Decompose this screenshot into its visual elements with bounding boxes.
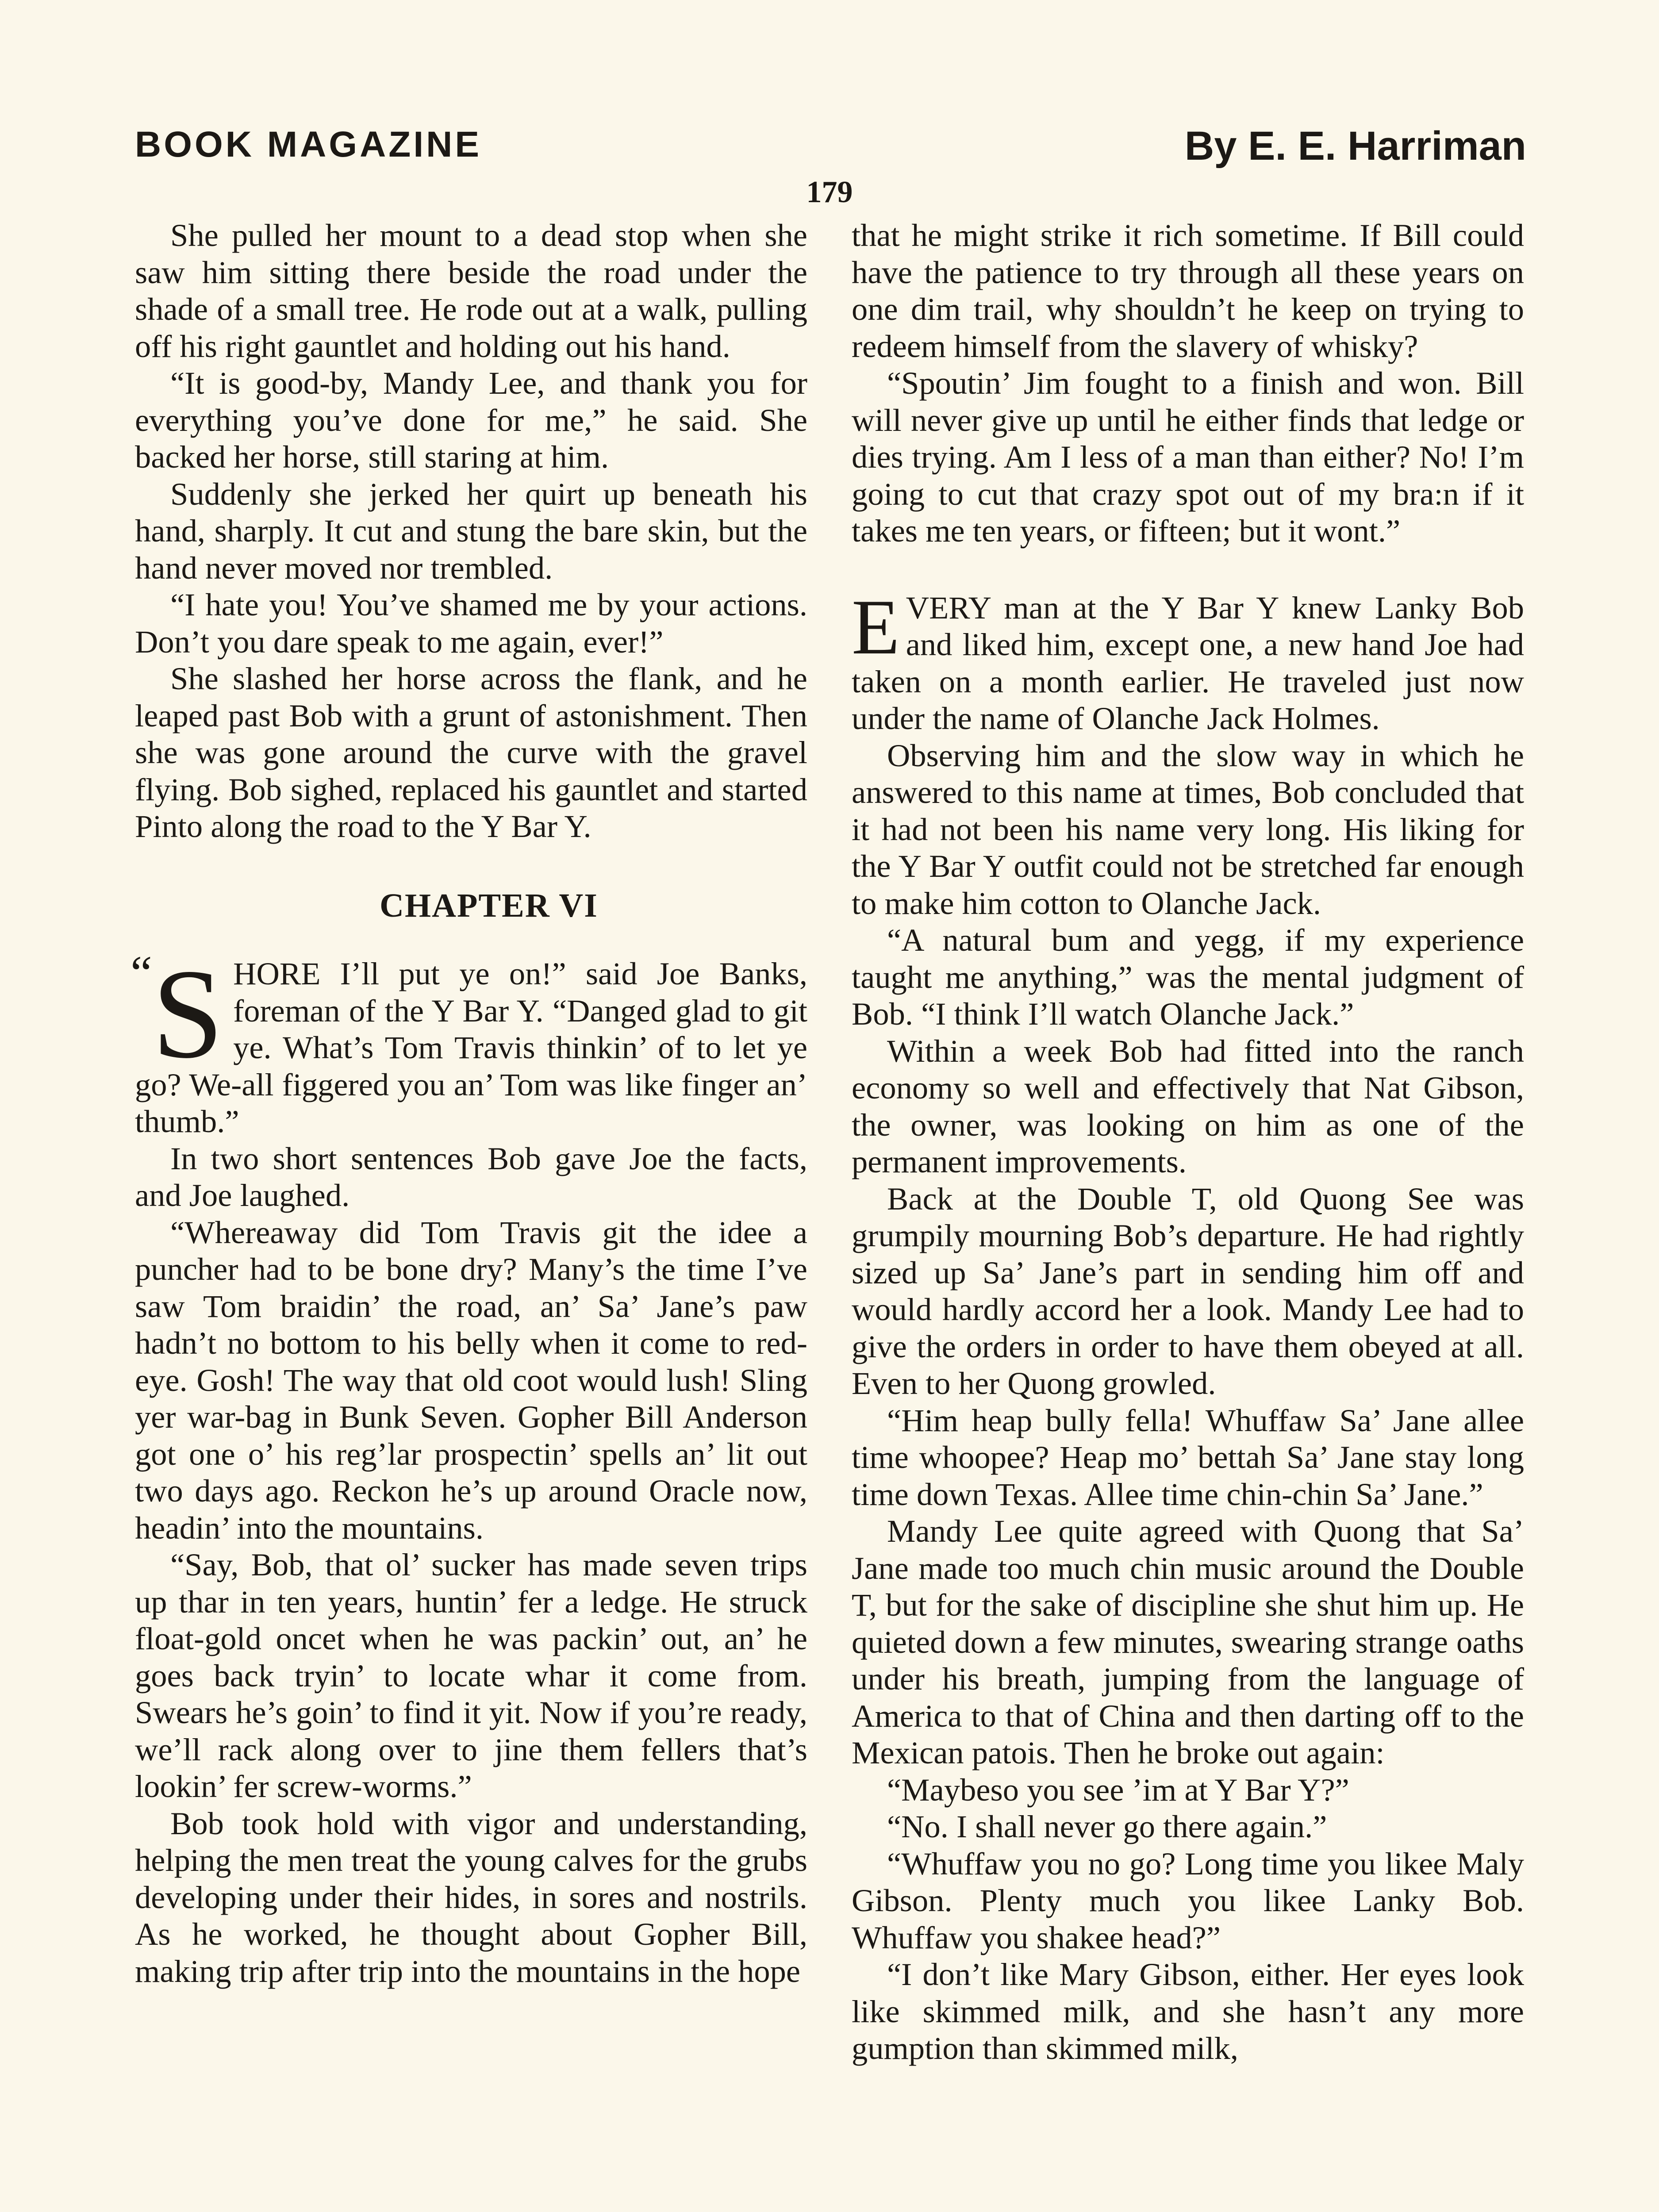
paragraph: “Whuffaw you no go? Long time you likee Maly Gibson. Plenty much you likee Lanky Bob. Whuffaw you shakee head?”: [852, 1845, 1524, 1955]
paragraph: “Say, Bob, that ol’ sucker has made seven trips up thar in ten years, huntin’ fer a ledge. He struck float-gold oncet when he was packin’ out, an’ he goes back tryin’ to locate whar it come from. Swears he’s goin’ to find it yit. Now if you’re ready, we’ll rack along over to jine them fellers that’s lookin’ fer screw-worms.”: [135, 1547, 807, 1804]
paragraph: that he might strike it rich sometime. If Bill could have the patience to try through all these years on one dim trail, why shouldn’t he keep on trying to redeem himself from the slavery of whisky?: [852, 217, 1524, 364]
left-column: [131, 217, 807, 1989]
chapter-heading: CHAPTER VI: [380, 887, 598, 924]
paragraph: “I hate you! You’ve shamed me by your actions. Don’t you dare speak to me again, ever!”: [135, 587, 807, 660]
paragraph: Mandy Lee quite agreed with Quong that Sa’ Jane made too much chin music around the Double T, but for the sake of discipline she shut him up. He quieted down a few minutes, swearing strange oaths under his breath, jumping from the language of America to that of China and then darting off to the Mexican patois. Then he broke out again:: [852, 1513, 1524, 1770]
paragraph: Observing him and the slow way in which he answered to this name at times, Bob concluded that it had not been his name very long. His liking for the Y Bar Y outfit could not be stretched far enough to make him cotton to Olanche Jack.: [852, 737, 1524, 921]
paragraph: “Maybeso you see ’im at Y Bar Y?”: [887, 1771, 1349, 1808]
running-header: [135, 119, 1526, 173]
drop-cap: E: [852, 583, 900, 671]
drop-quote: “: [131, 946, 152, 1000]
paragraph: “A natural bum and yegg, if my experience taught me anything,” was the mental judgment of Bob. “I think I’ll watch Olanche Jack.”: [852, 922, 1524, 1032]
magazine-title: BOOK MAGAZINE: [135, 124, 482, 165]
paragraph: She slashed her horse across the flank, and he leaped past Bob with a grunt of astonishment. Then she was gone around the curve with the gravel flying. Bob sighed, replaced his gauntlet and started Pinto along the road to the Y Bar Y.: [135, 661, 807, 844]
paragraph: “Whereaway did Tom Travis git the idee a puncher had to be bone dry? Many’s the time I’ve saw Tom braidin’ the road, an’ Sa’ Jane’s paw hadn’t no bottom to his belly when it come to red-eye. Gosh! The way that old coot would lush! Sling yer war-bag in Bunk Seven. Gopher Bill Anderson got one o’ his reg’lar prospectin’ spells an’ lit out two days ago. Reckon he’s up around Oracle now, headin’ into the mountains.: [135, 1214, 807, 1546]
chapter-opening-paragraph: [131, 943, 807, 1140]
page-number: 179: [806, 175, 853, 209]
section-break: [852, 549, 1524, 589]
right-column: [852, 217, 1524, 2067]
paragraph: “No. I shall never go there again.”: [887, 1809, 1327, 1844]
paragraph: “Spoutin’ Jim fought to a finish and won. Bill will never give up until he either finds that ledge or dies trying. Am I less of a man than either? No! I’m going to cut that crazy spot out of my bra:n if it takes me ten years, or fifteen; but it wont.”: [852, 365, 1524, 549]
paragraph: In two short sentences Bob gave Joe the facts, and Joe laughed.: [135, 1140, 807, 1213]
paragraph: Back at the Double T, old Quong See was grumpily mourning Bob’s departure. He had rightly sized up Sa’ Jane’s part in sending him off and would hardly accord her a look. Mandy Lee had to give the orders in order to have them obeyed at all. Even to her Quong growled.: [852, 1180, 1524, 1401]
paragraph-text: HORE I’ll put ye on!” said Joe Banks, foreman of the Y Bar Y. “Danged glad to git ye. What’s Tom Travis thinkin’ of to let ye go? We-all figgered you an’ Tom was like finger an’ thumb.”: [135, 956, 807, 1139]
paragraph: Suddenly she jerked her quirt up beneath his hand, sharply. It cut and stung the bare skin, but the hand never moved nor trembled.: [135, 476, 807, 586]
paragraph: “I don’t like Mary Gibson, either. Her eyes look like skimmed milk, and she hasn’t any more gumption than skimmed milk,: [852, 1956, 1524, 2066]
paragraph: “It is good-by, Mandy Lee, and thank you for everything you’ve done for me,” he said. She backed her horse, still staring at him.: [135, 365, 807, 475]
paragraph: “Him heap bully fella! Whuffaw Sa’ Jane allee time whoopee? Heap mo’ bettah Sa’ Jane stay long time down Texas. Allee time chin-chin Sa’ Jane.”: [852, 1402, 1524, 1512]
paragraph: Within a week Bob had fitted into the ranch economy so well and effectively that Nat Gibson, the owner, was looking on him as one of the permanent improvements.: [852, 1033, 1524, 1179]
author-byline: By E. E. Harriman: [1184, 123, 1526, 169]
paragraph: She pulled her mount to a dead stop when she saw him sitting there beside the road under the shade of a small tree. He rode out at a walk, pulling off his right gauntlet and holding out his hand.: [135, 217, 807, 364]
drop-cap: S: [152, 943, 224, 1085]
section-opening-paragraph: [852, 583, 1524, 737]
paragraph: Bob took hold with vigor and understanding, helping the men treat the young calves for the grubs developing under their hides, in sores and nostrils. As he worked, he thought about Gopher Bill, making trip after trip into the mountains in the hope: [135, 1805, 807, 1989]
paragraph-text: VERY man at the Y Bar Y knew Lanky Bob and liked him, except one, a new hand Joe had taken on a month earlier. He traveled just now under the name of Olanche Jack Holmes.: [852, 589, 1524, 736]
